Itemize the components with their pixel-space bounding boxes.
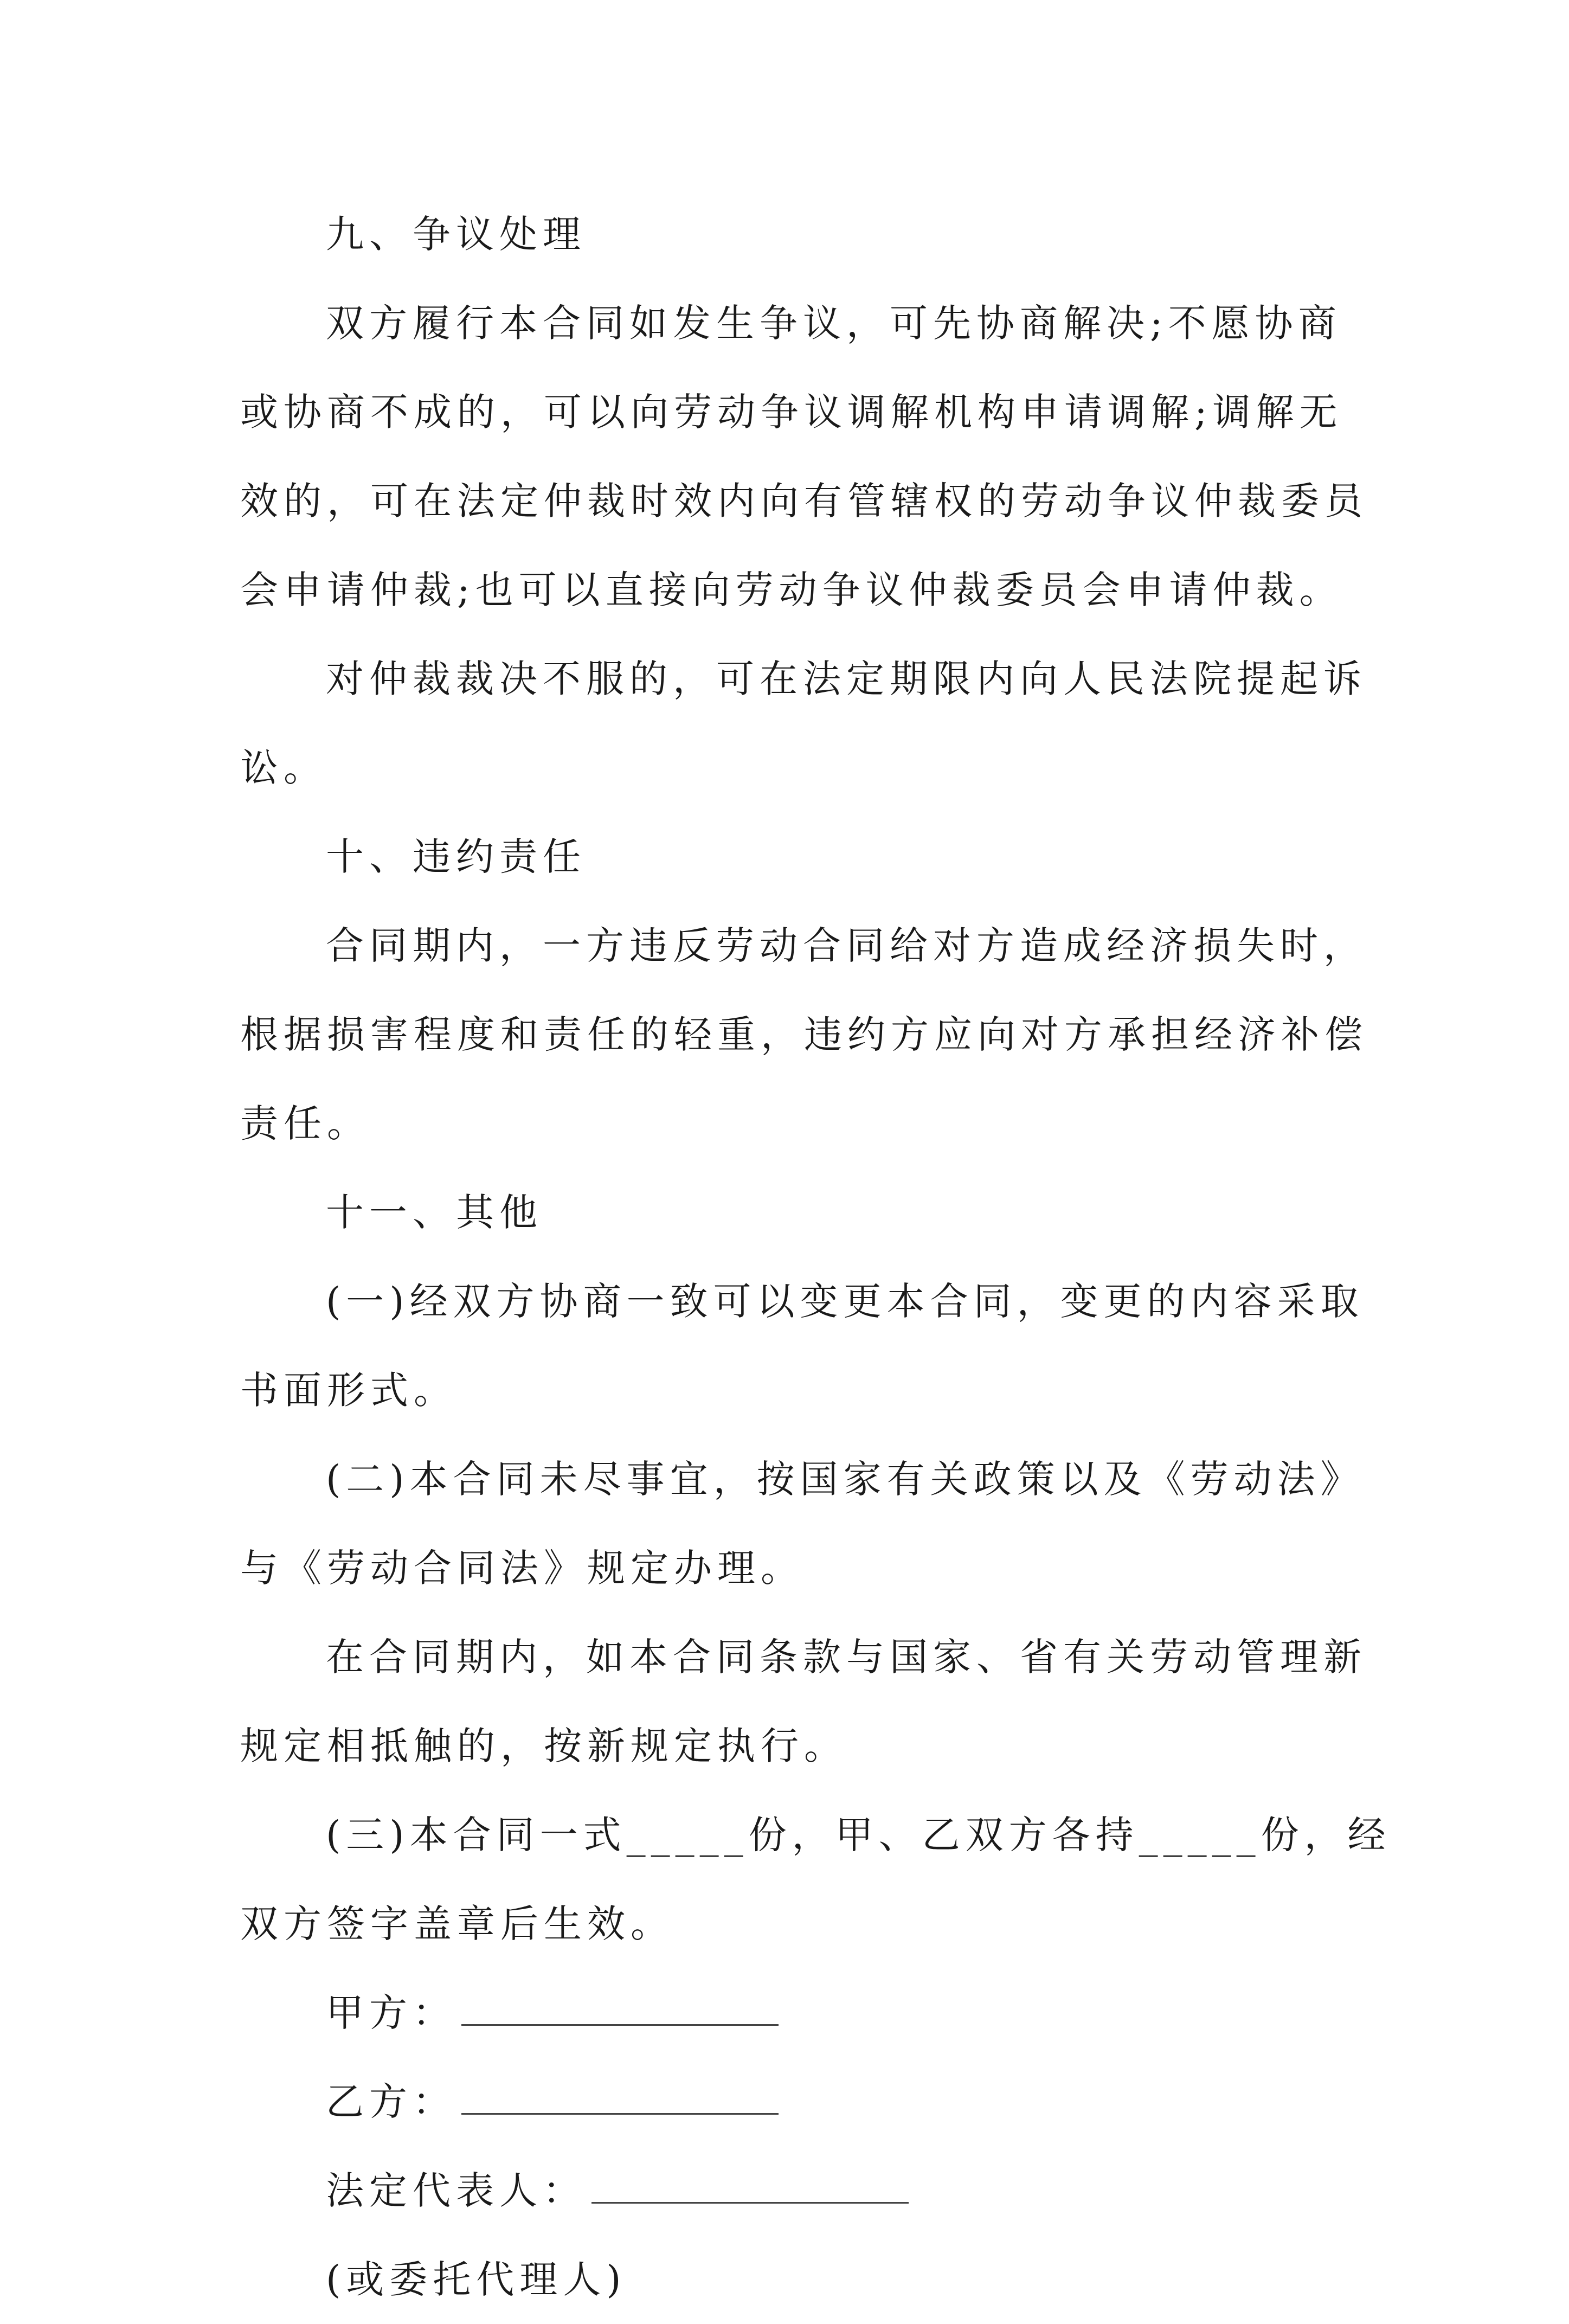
paragraph-line: 双方履行本合同如发生争议，可先协商解决;不愿协商 — [326, 301, 1342, 345]
paragraph-line: 双方签字盖章后生效。 — [240, 1902, 674, 1946]
paragraph-line: (三)本合同一式_____份，甲、乙双方各持_____份，经 — [326, 1813, 1391, 1857]
paragraph-line: 对仲裁裁决不服的，可在法定期限内向人民法院提起诉 — [326, 657, 1367, 701]
paragraph-line: (一)经双方协商一致可以变更本合同，变更的内容采取 — [326, 1279, 1364, 1324]
section-heading-dispute: 九、争议处理 — [326, 212, 586, 256]
signature-label: 甲方： — [326, 1991, 456, 2035]
paragraph-line: 会申请仲裁;也可以直接向劳动争议仲裁委员会申请仲裁。 — [240, 568, 1343, 612]
paragraph-line: 合同期内，一方违反劳动合同给对方造成经济损失时， — [326, 923, 1367, 968]
paragraph-line: (二)本合同未尽事宜，按国家有关政策以及《劳动法》 — [326, 1457, 1364, 1501]
signature-label: 法定代表人： — [326, 2168, 586, 2213]
paragraph-line: 或协商不成的，可以向劳动争议调解机构申请调解;调解无 — [240, 390, 1343, 434]
contract-body — [240, 190, 1391, 2324]
signature-blank-line — [461, 1992, 779, 2026]
section-heading-breach: 十、违约责任 — [326, 834, 586, 879]
signature-party-a — [240, 1968, 1330, 2057]
paragraph-line: 书面形式。 — [240, 1368, 457, 1413]
signature-blank-line — [461, 2081, 779, 2115]
section-heading-other: 十一、其他 — [326, 1190, 543, 1235]
signature-agent-note: (或委托代理人) — [326, 2257, 627, 2302]
signature-label: 乙方： — [326, 2079, 456, 2124]
paragraph-line: 规定相抵触的，按新规定执行。 — [240, 1724, 847, 1768]
signature-blank-line — [591, 2169, 909, 2204]
paragraph-line: 效的，可在法定仲裁时效内向有管辖权的劳动争议仲裁委员 — [240, 479, 1368, 523]
paragraph-line: 与《劳动合同法》规定办理。 — [240, 1546, 804, 1590]
paragraph-line: 在合同期内，如本合同条款与国家、省有关劳动管理新 — [326, 1635, 1367, 1679]
paragraph-line: 讼。 — [240, 746, 327, 790]
signature-party-b — [240, 2057, 1330, 2146]
paragraph-line: 根据损害程度和责任的轻重，违约方应向对方承担经济补偿 — [240, 1012, 1368, 1057]
signature-legal-rep — [240, 2146, 1330, 2235]
paragraph-line: 责任。 — [240, 1101, 370, 1146]
